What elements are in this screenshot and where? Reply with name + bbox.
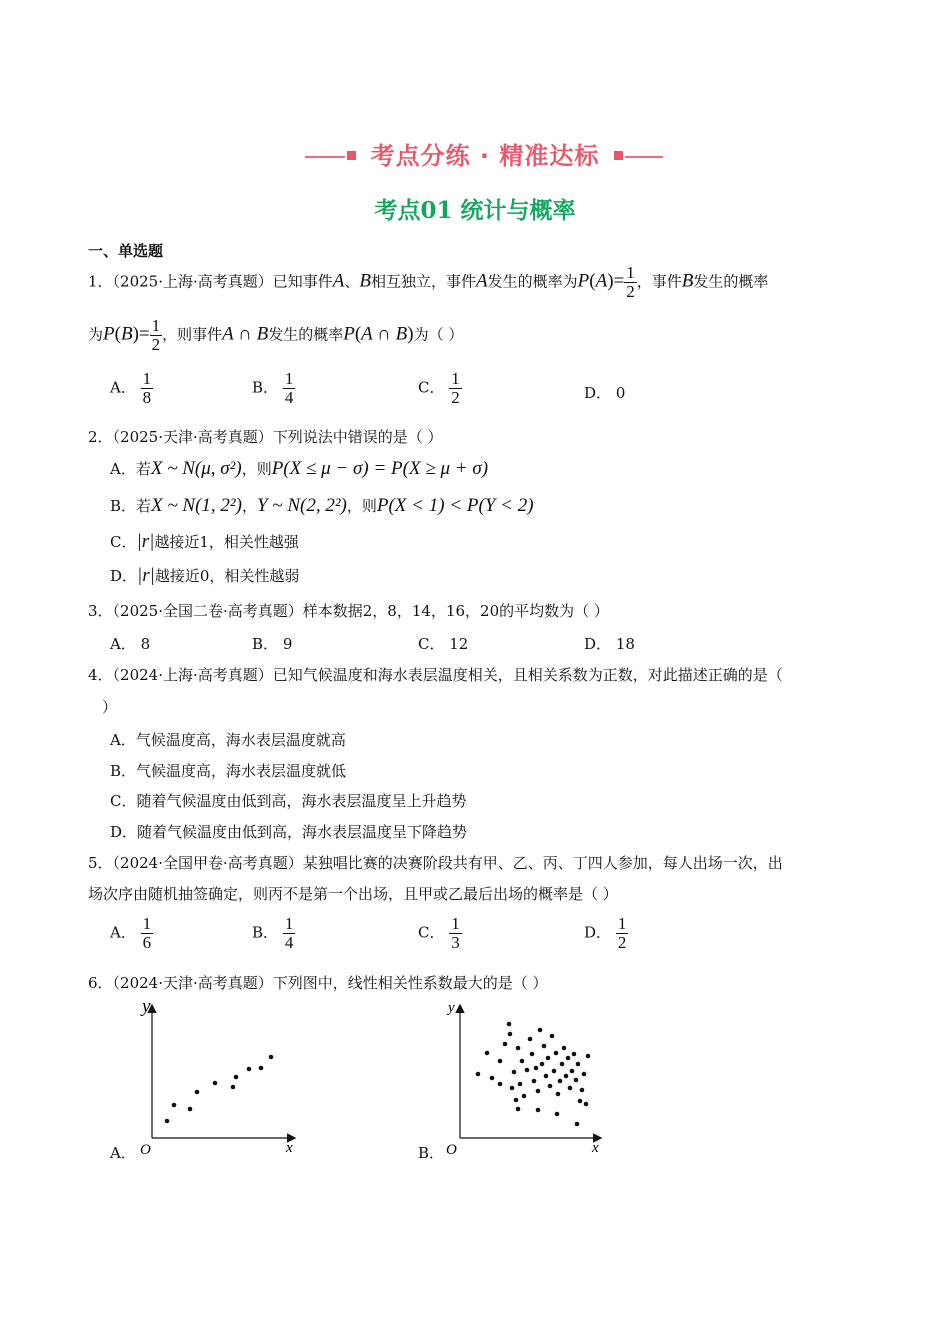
scatter-point xyxy=(532,1079,537,1084)
scatter-point xyxy=(213,1081,218,1086)
scatter-point xyxy=(234,1075,239,1080)
scatter-point xyxy=(165,1119,170,1124)
q1-option-c[interactable]: C． $\frac{1}{2}$ xyxy=(418,369,460,407)
scatter-point xyxy=(554,1051,559,1056)
q4-option-b[interactable]: B．气候温度高，海水表层温度就低 xyxy=(110,762,347,780)
banner-left-line xyxy=(305,156,345,158)
x-axis-label: x xyxy=(286,1140,293,1156)
question-6: 6．（2024·天津·高考真题）下列图中，线性相关性系数最大的是（ ） xyxy=(88,974,548,992)
scatter-point xyxy=(550,1034,555,1039)
scatter-point xyxy=(514,1098,519,1103)
banner-right-square-icon xyxy=(614,151,623,160)
scatter-point xyxy=(498,1082,503,1087)
section-banner xyxy=(305,134,665,170)
question-4-line2: ） xyxy=(102,698,118,716)
scatter-point xyxy=(558,1079,563,1084)
question-1-line2: 为P(B)= $\frac{1}{2}$ ，则事件A ∩ B发生的概率P(A ∩ B)为（ ） xyxy=(88,316,464,354)
scatter-point xyxy=(574,1078,579,1083)
question-3: 3．（2025·全国二卷·高考真题）样本数据2，8，14，16，20的平均数为（ ） xyxy=(88,602,609,620)
scatter-point xyxy=(516,1107,521,1112)
scatter-point xyxy=(582,1072,587,1077)
scatter-point xyxy=(540,1062,545,1067)
scatter-point xyxy=(560,1062,565,1067)
banner-right-line xyxy=(625,156,663,158)
q2-option-c[interactable]: C．|r|越接近1，相关性越强 xyxy=(110,531,299,552)
scatter-point xyxy=(564,1074,569,1079)
scatter-points-b xyxy=(476,1022,591,1127)
scatter-point xyxy=(516,1046,521,1051)
y-axis-label: y xyxy=(142,996,151,1017)
scatter-point xyxy=(566,1056,571,1061)
question-1: 1．（2025·上海·高考真题）已知事件A、B相互独立，事件A发生的概率为P(A)= $\frac{1}{2}$ ，事件B发生的概率 xyxy=(88,263,769,301)
q3-option-c[interactable]: C． 12 xyxy=(418,635,469,653)
fraction-half: $\frac{1}{2}$ xyxy=(626,263,635,301)
q5-option-a[interactable]: A． $\frac{1}{6}$ xyxy=(110,914,152,952)
scatter-point xyxy=(525,1068,530,1073)
scatter-point xyxy=(512,1070,517,1075)
scatter-point xyxy=(247,1067,252,1072)
section-heading: 一、单选题 xyxy=(88,242,164,260)
q6-option-b-label[interactable]: B． xyxy=(418,1144,445,1162)
q4-option-d[interactable]: D．随着气候温度由低到高，海水表层温度呈下降趋势 xyxy=(110,823,468,841)
scatter-point xyxy=(476,1072,481,1077)
y-axis-label: y xyxy=(448,1000,455,1016)
scatter-point xyxy=(507,1022,512,1027)
q4-option-a[interactable]: A．气候温度高，海水表层温度就高 xyxy=(110,731,346,749)
origin-label: O xyxy=(140,1142,151,1156)
question-5-line2: 场次序由随机抽签确定，则丙不是第一个出场，且甲或乙最后出场的概率是（ ） xyxy=(88,885,618,903)
question-5: 5．（2024·全国甲卷·高考真题）某独唱比赛的决赛阶段共有甲、乙、丙、丁四人参加，每人出场一次，出 xyxy=(88,854,783,872)
q3-option-a[interactable]: A． 8 xyxy=(110,635,151,653)
scatter-point xyxy=(510,1086,515,1091)
scatter-point xyxy=(503,1042,508,1047)
scatter-point xyxy=(546,1056,551,1061)
scatter-point xyxy=(586,1054,591,1059)
scatter-point xyxy=(544,1074,549,1079)
scatter-point xyxy=(584,1102,589,1107)
scatter-point xyxy=(508,1032,513,1037)
q6-scatter-plot-a[interactable] xyxy=(136,996,306,1156)
q6-option-a-label[interactable]: A． xyxy=(110,1144,136,1162)
scatter-point xyxy=(572,1052,577,1057)
scatter-point xyxy=(528,1037,533,1042)
scatter-point xyxy=(520,1059,525,1064)
scatter-point xyxy=(542,1044,547,1049)
origin-label: O xyxy=(446,1142,457,1156)
scatter-point xyxy=(530,1052,535,1057)
scatter-point xyxy=(518,1082,523,1087)
scatter-points-a xyxy=(165,1055,274,1124)
q2-option-a[interactable]: A．若X ~ N(μ, σ²)，则P(X ≤ μ − σ) = P(X ≥ μ + σ) xyxy=(110,458,489,479)
scatter-point xyxy=(576,1062,581,1067)
fraction-half: $\frac{1}{2}$ xyxy=(151,316,161,354)
scatter-point xyxy=(575,1122,580,1127)
q3-option-b[interactable]: B． 9 xyxy=(252,635,293,653)
q5-option-c[interactable]: C． $\frac{1}{3}$ xyxy=(418,914,460,952)
q2-option-d[interactable]: D．|r|越接近0，相关性越弱 xyxy=(110,565,300,586)
question-4: 4．（2024·上海·高考真题）已知气候温度和海水表层温度相关，且相关系数为正数，对此描述正确的是（ xyxy=(88,666,783,684)
scatter-point xyxy=(485,1051,490,1056)
q5-option-b[interactable]: B． $\frac{1}{4}$ xyxy=(252,914,294,952)
question-2: 2．（2025·天津·高考真题）下列说法中错误的是（ ） xyxy=(88,428,443,446)
q3-option-d[interactable]: D． 18 xyxy=(584,635,635,653)
scatter-point xyxy=(556,1092,561,1097)
scatter-point xyxy=(231,1085,236,1090)
q1-option-b[interactable]: B． $\frac{1}{4}$ xyxy=(252,369,294,407)
scatter-point xyxy=(536,1089,541,1094)
q5-option-d[interactable]: D． $\frac{1}{2}$ xyxy=(584,914,627,952)
scatter-point xyxy=(578,1099,583,1104)
banner-text: 考点分练 · 精准达标 xyxy=(370,142,600,170)
scatter-point xyxy=(522,1094,527,1099)
banner-left-square-icon xyxy=(347,151,356,160)
scatter-point xyxy=(498,1059,503,1064)
scatter-point xyxy=(570,1069,575,1074)
scatter-point xyxy=(562,1046,567,1051)
scatter-point xyxy=(259,1066,264,1071)
q1-option-a[interactable]: A． $\frac{1}{8}$ xyxy=(110,369,152,407)
scatter-point xyxy=(580,1088,585,1093)
scatter-point xyxy=(538,1028,543,1033)
scatter-point xyxy=(490,1076,495,1081)
q4-option-c[interactable]: C．随着气候温度由低到高，海水表层温度呈上升趋势 xyxy=(110,792,467,810)
q6-scatter-plot-b[interactable] xyxy=(442,996,612,1156)
scatter-point xyxy=(269,1055,274,1060)
scatter-point xyxy=(548,1084,553,1089)
scatter-point xyxy=(534,1066,539,1071)
scatter-point xyxy=(536,1108,541,1113)
scatter-point xyxy=(188,1107,193,1112)
page-title: 考点01 统计与概率 xyxy=(374,197,576,224)
scatter-point xyxy=(552,1069,557,1074)
x-axis-label: x xyxy=(592,1140,599,1156)
scatter-point xyxy=(555,1112,560,1117)
scatter-point xyxy=(195,1090,200,1095)
scatter-point xyxy=(172,1103,177,1108)
q2-option-b[interactable]: B．若X ~ N(1, 2²)，Y ~ N(2, 2²)，则P(X < 1) < P(Y < 2) xyxy=(110,495,534,516)
q1-option-d[interactable]: D． 0 xyxy=(584,384,626,402)
scatter-point xyxy=(568,1086,573,1091)
